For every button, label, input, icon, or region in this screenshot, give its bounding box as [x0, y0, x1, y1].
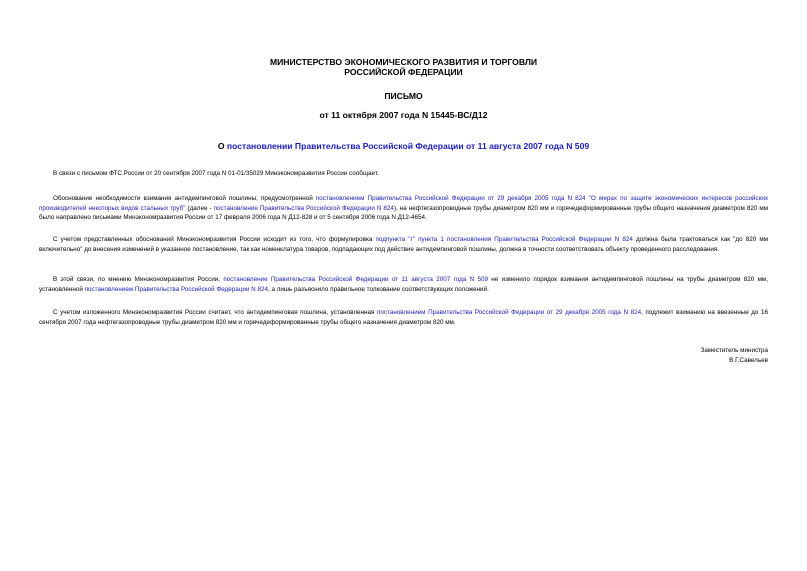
paragraph-5-link-decree-824[interactable]: постановлением Правительства Российской Федерации от 29 декабря 2005 года N 824: [376, 309, 642, 316]
subject-link[interactable]: постановлении Правительства Российской Федерации от 11 августа 2007 года N 509: [226, 141, 590, 151]
paragraph-4: [39, 275, 768, 294]
paragraph-2-text-c: ), на нефтегазопроводные трубы диаметром 820 мм и горячедеформированные трубы общего назначения диаметром 820 мм было направлено письмами Минэкономразвития России от 17 февраля 2006 года N Д12-828 и от 5 сентября 2006 года N Д12-4654.: [39, 204, 769, 222]
document-date-number: от 11 октября 2007 года N 15445-ВС/Д12: [319, 110, 488, 120]
paragraph-3-link-subparagraph[interactable]: подпункта "г" пункта 1 постановления Правительства Российской Федерации N 824: [375, 236, 633, 243]
paragraph-2-text-b: (далее -: [185, 204, 214, 212]
document-type: ПИСЬМО: [384, 91, 423, 101]
paragraph-4-text-a: В этой связи, по мнению Минэкономразвития России,: [53, 276, 224, 283]
paragraph-2-text-a: Обоснование необходимости взимания антидемпинговой пошлины, предусмотренной: [53, 195, 316, 202]
paragraph-3-text-a: С учетом представленных обоснований Минэкономразвития России исходит из того, что формулировка: [53, 236, 376, 243]
paragraph-1-text: В связи с письмом ФТС России от 20 сентября 2007 года N 01-01/35029 Минэкономразвития России сообщает.: [53, 170, 379, 177]
paragraph-2-link-decree-824[interactable]: постановление Правительства Российской Федерации N 824: [213, 204, 394, 212]
paragraph-3: [39, 235, 768, 254]
paragraph-4-link-decree-824[interactable]: постановлением Правительства Российской Федерации N 824: [84, 285, 268, 293]
paragraph-4-text-c: , а лишь разъяснило правильное толкование соответствующих положений.: [267, 285, 489, 293]
subject-prefix: О: [217, 141, 227, 151]
paragraph-5-text-a: С учетом изложенного Минэкономразвития России считает, что антидемпинговая пошлина, установленная: [53, 309, 377, 316]
signatory-name: В.Г.Савельев: [729, 357, 768, 364]
paragraph-4-link-decree-509[interactable]: постановление Правительства Российской Федерации от 11 августа 2007 года N 509: [223, 276, 488, 283]
paragraph-5: [39, 308, 768, 327]
paragraph-5-text-b: , подлежит взиманию на ввезенные до 16 сентября 2007 года нефтегазопроводные трубы диаметром 820 мм и горячедеформированные трубы общего назначения диаметром 820 мм.: [39, 309, 768, 326]
paragraph-2: [39, 194, 768, 223]
ministry-country: РОССИЙСКОЙ ФЕДЕРАЦИИ: [344, 67, 463, 77]
signatory-position: Заместитель министра: [700, 347, 768, 354]
paragraph-4-text-b: не изменило порядок взимания антидемпинговой пошлины на трубы диаметром 820 мм, установленной: [39, 276, 768, 293]
paragraph-1: [39, 169, 768, 179]
ministry-name: МИНИСТЕРСТВО ЭКОНОМИЧЕСКОГО РАЗВИТИЯ И ТОРГОВЛИ: [269, 57, 538, 67]
paragraph-3-text-b: должна была трактоваться как "до 820 мм включительно" до внесения изменений в указанное постановление, так как номенклатура товаров, подпадающих под действие антидемпинговой пошлины, должна в точности соответствовать объекту проведенного расследования.: [39, 236, 769, 253]
paragraph-2-link-decree-824-full[interactable]: постановлением Правительства Российской Федерации от 29 декабря 2005 года N 824 "О мерах по защите экономических интересов российских производителей некоторых видов стальных труб": [39, 195, 768, 212]
document-subject: [0, 141, 807, 152]
